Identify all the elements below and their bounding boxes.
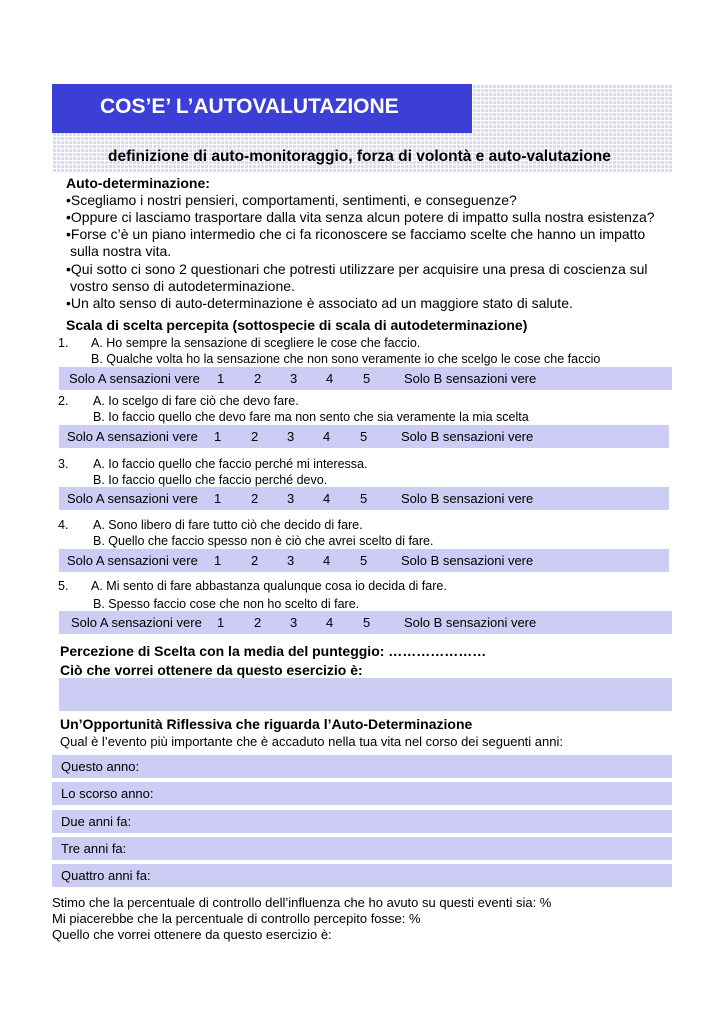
scale-point[interactable]: 3	[287, 429, 295, 444]
scale-point[interactable]: 5	[363, 371, 371, 386]
scale-right-label: Solo B sensazioni vere	[401, 429, 534, 444]
scale-point[interactable]: 1	[214, 429, 222, 444]
scale-point[interactable]: 1	[217, 371, 225, 386]
scale-point[interactable]: 1	[214, 491, 222, 506]
question-option-a: A. Sono libero di fare tutto ciò che decido di fare.	[93, 518, 363, 532]
scale-point[interactable]: 3	[287, 553, 295, 568]
scale-left-label: Solo A sensazioni vere	[67, 553, 198, 568]
scale-point[interactable]: 3	[287, 491, 295, 506]
scale-point[interactable]: 1	[217, 615, 225, 630]
scale-left-label: Solo A sensazioni vere	[67, 491, 198, 506]
scale-left-label: Solo A sensazioni vere	[69, 371, 200, 386]
intro-line: sulla nostra vita.	[70, 243, 172, 259]
year-row-label: Quattro anni fa:	[61, 868, 151, 883]
question-option-b: B. Io faccio quello che faccio perché devo.	[93, 473, 328, 487]
scale-point[interactable]: 5	[360, 553, 368, 568]
intro-line: •Un alto senso di auto-determinazione è associato ad un maggiore stato di salute.	[66, 295, 573, 311]
scale-point[interactable]: 4	[323, 491, 331, 506]
intro-line: •Forse c’è un piano intermedio che ci fa riconoscere se facciamo scelte che hanno un impatto	[66, 226, 646, 242]
intro-heading: Auto-determinazione:	[66, 175, 210, 191]
scale-right-label: Solo B sensazioni vere	[401, 491, 534, 506]
question-option-a: A. Io faccio quello che faccio perché mi interessa.	[93, 457, 368, 471]
scale-point[interactable]: 2	[251, 553, 259, 568]
question-number: 4.	[58, 518, 69, 532]
question-number: 1.	[58, 336, 69, 350]
rating-scale-4[interactable]	[59, 549, 669, 572]
rating-scale-1[interactable]	[59, 367, 672, 390]
year-row-label: Lo scorso anno:	[61, 786, 154, 801]
year-row-label: Due anni fa:	[61, 814, 132, 829]
goal-label: Ciò che vorrei ottenere da questo esercizio è:	[60, 662, 363, 678]
scale-right-label: Solo B sensazioni vere	[401, 553, 534, 568]
question-option-a: A. Io scelgo di fare ciò che devo fare.	[93, 394, 299, 408]
scale-point[interactable]: 2	[254, 615, 262, 630]
scale-point[interactable]: 1	[214, 553, 222, 568]
year-row-last-year[interactable]	[52, 782, 672, 805]
scale-point[interactable]: 5	[363, 615, 371, 630]
rating-scale-3[interactable]	[59, 487, 669, 510]
scale-point[interactable]: 3	[290, 371, 298, 386]
year-row-this-year[interactable]	[52, 755, 672, 778]
year-row-four-years[interactable]	[52, 864, 672, 887]
question-number: 5.	[58, 579, 69, 593]
question-number: 3.	[58, 457, 69, 471]
page-title: COS’E’ L’AUTOVALUTAZIONE	[100, 95, 399, 118]
average-score-label: Percezione di Scelta con la media del punteggio: …………………	[60, 643, 487, 659]
year-row-two-years[interactable]	[52, 810, 672, 833]
question-number: 2.	[58, 394, 69, 408]
footer-line: Stimo che la percentuale di controllo dell’influenza che ho avuto su questi eventi sia: %	[52, 895, 552, 910]
scale-point[interactable]: 4	[323, 429, 331, 444]
page-subtitle: definizione di auto-monitoraggio, forza di volontà e auto-valutazione	[108, 148, 611, 165]
scale-right-label: Solo B sensazioni vere	[404, 615, 537, 630]
scale-point[interactable]: 5	[360, 429, 368, 444]
question-option-b: B. Quello che faccio spesso non è ciò che avrei scelto di fare.	[93, 534, 434, 548]
reflective-heading: Un’Opportunità Riflessiva che riguarda l’Auto-Determinazione	[60, 716, 473, 732]
scale-heading: Scala di scelta percepita (sottospecie di scala di autodeterminazione)	[66, 317, 528, 333]
scale-point[interactable]: 5	[360, 491, 368, 506]
intro-line: •Scegliamo i nostri pensieri, comportamenti, sentimenti, e conseguenze?	[66, 192, 517, 208]
scale-point[interactable]: 2	[251, 429, 259, 444]
intro-line: •Oppure ci lasciamo trasportare dalla vita senza alcun potere di impatto sulla nostra esistenza?	[66, 209, 655, 225]
intro-line: vostro senso di autodeterminazione.	[70, 278, 295, 294]
year-row-label: Questo anno:	[61, 759, 140, 774]
scale-point[interactable]: 4	[326, 615, 334, 630]
scale-point[interactable]: 2	[251, 491, 259, 506]
question-option-a: A. Ho sempre la sensazione di scegliere le cose che faccio.	[91, 336, 421, 350]
year-row-three-years[interactable]	[52, 837, 672, 860]
reflective-question: Qual è l’evento più importante che è accaduto nella tua vita nel corso dei seguenti anni:	[60, 734, 563, 749]
goal-answer-box[interactable]	[59, 678, 672, 711]
scale-point[interactable]: 2	[254, 371, 262, 386]
question-option-b: B. Spesso faccio cose che non ho scelto di fare.	[93, 597, 360, 611]
scale-point[interactable]: 4	[323, 553, 331, 568]
intro-line: •Qui sotto ci sono 2 questionari che potresti utilizzare per acquisire una presa di coscienza sul	[66, 261, 648, 277]
scale-right-label: Solo B sensazioni vere	[404, 371, 537, 386]
scale-point[interactable]: 3	[290, 615, 298, 630]
footer-line: Mi piacerebbe che la percentuale di controllo percepito fosse: %	[52, 911, 421, 926]
rating-scale-5[interactable]	[59, 611, 672, 634]
rating-scale-2[interactable]	[59, 425, 669, 448]
question-option-b: B. Io faccio quello che devo fare ma non sento che sia veramente la mia scelta	[93, 410, 529, 424]
scale-point[interactable]: 4	[326, 371, 334, 386]
footer-line: Quello che vorrei ottenere da questo esercizio è:	[52, 927, 332, 942]
scale-left-label: Solo A sensazioni vere	[71, 615, 202, 630]
question-option-a: A. Mi sento di fare abbastanza qualunque cosa io decida di fare.	[91, 579, 447, 593]
year-row-label: Tre anni fa:	[61, 841, 127, 856]
scale-left-label: Solo A sensazioni vere	[67, 429, 198, 444]
question-option-b: B. Qualche volta ho la sensazione che non sono veramente io che scelgo le cose che faccio	[91, 352, 601, 366]
